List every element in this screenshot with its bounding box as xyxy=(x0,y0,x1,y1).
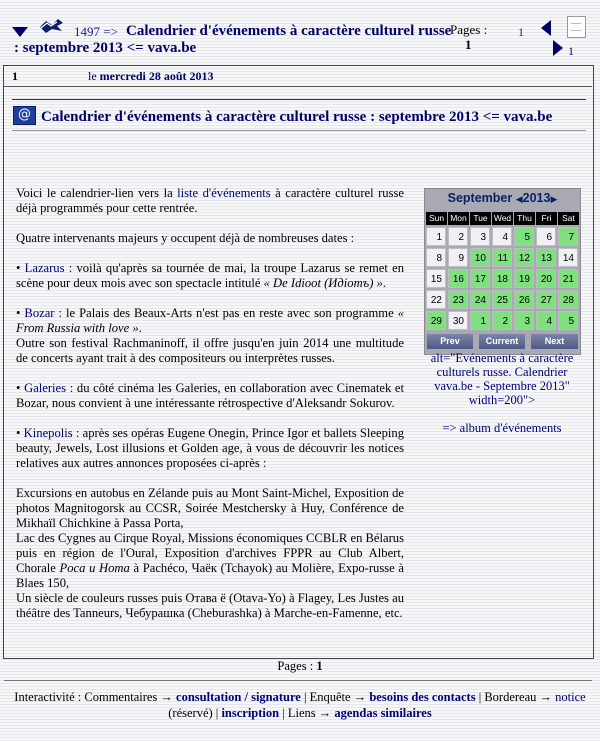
chorale-name: Poca u Homa xyxy=(59,561,130,575)
prev-year-arrow-icon[interactable]: ◀ xyxy=(515,194,523,204)
calendar-day[interactable]: 24 xyxy=(470,290,490,309)
page-header xyxy=(0,0,600,66)
calendar-day[interactable]: 18 xyxy=(492,269,512,288)
galeries-text: : du côté cinéma les Galeries, en collaboration avec Cinematek et Bozar, nous convient à une intéressante rétrospective d'Aleksandr Sokurov. xyxy=(16,381,405,410)
calendar-day[interactable]: 9 xyxy=(448,248,468,267)
calendar-day[interactable]: 1 xyxy=(426,227,446,246)
events-calendar[interactable] xyxy=(424,188,581,355)
calendar-day[interactable]: 21 xyxy=(558,269,578,288)
footer-reserve: (réservé) | xyxy=(168,706,222,720)
previous-arrow-icon[interactable] xyxy=(541,20,551,36)
lazarus-paragraph xyxy=(16,261,404,291)
site-footer xyxy=(0,689,600,721)
footer-bordereau: | Bordereau → xyxy=(475,690,556,704)
lazarus-text: : voilà qu'après sa tournée de mai, la troupe Lazarus se remet en scène pour deux mois avec son spectacle intitulé xyxy=(16,261,404,290)
calendar-day[interactable]: 22 xyxy=(426,290,446,309)
calendar-day[interactable]: 30 xyxy=(448,311,468,330)
pages-link[interactable]: 1 xyxy=(518,25,524,39)
pages-footer-number: 1 xyxy=(316,659,323,673)
article-body xyxy=(16,186,404,621)
pages-footer xyxy=(0,659,600,674)
page-document-icon[interactable] xyxy=(567,16,586,38)
calendar-current-button[interactable]: Current xyxy=(479,334,525,349)
pages-label: Pages : xyxy=(450,22,488,37)
calendar-day[interactable]: 17 xyxy=(470,269,490,288)
calendar-prev-button[interactable]: Prev xyxy=(427,334,473,349)
bullet: • xyxy=(16,261,25,275)
galeries-paragraph xyxy=(16,381,404,411)
events-paragraph-3: Un siècle de couleurs russes puis Отава ё (Otava-Yo) à Flagey, Les Justes au théâtre des Tanneurs, Чебурашка (Cheburashka) à Marche-en-Famenne, etc. xyxy=(16,591,404,620)
calendar-day[interactable]: 26 xyxy=(514,290,534,309)
article-number: 1 xyxy=(12,69,18,83)
calendar-next-button[interactable]: Next xyxy=(531,334,578,349)
calendar-day-name: Mon xyxy=(448,212,469,225)
divider xyxy=(4,86,592,87)
calendar-day[interactable]: 25 xyxy=(492,290,512,309)
calendar-caption: alt="Evénements à caractère culturels russe. Calendrier vava.be - Septembre 2013" width=200"> xyxy=(430,351,574,407)
calendar-day[interactable]: 16 xyxy=(448,269,468,288)
calendar-day[interactable]: 3 xyxy=(470,227,490,246)
email-at-icon[interactable]: @ xyxy=(13,106,36,125)
lazarus-link[interactable]: Lazarus xyxy=(24,261,65,275)
bozar-end: . xyxy=(138,321,142,335)
page-title-line2: : septembre 2013 <= vava.be xyxy=(14,40,197,56)
calendar-day-name: Fri xyxy=(536,212,557,225)
divider xyxy=(4,680,592,681)
consultation-link[interactable]: consultation xyxy=(176,690,242,704)
calendar-day[interactable]: 11 xyxy=(492,248,512,267)
date-prefix: le xyxy=(88,69,97,83)
article-counter-link[interactable]: 1497 => xyxy=(74,24,118,39)
page-title-line1: Calendrier d'événements à caractère culturel russe xyxy=(126,23,452,39)
bozar-paragraph-2: Outre son festival Rachmaninoff, il offre jusqu'en juin 2014 une multitude de concerts ayant trait à des compositeurs ou interprètes russes. xyxy=(16,336,404,365)
calendar-day[interactable]: 13 xyxy=(536,248,556,267)
calendar-year: 2013 xyxy=(522,191,551,205)
events-text: Lac des Cygnes au Cirque Royal, Missions économiques CCBLR en Bélarus puis en région de l'Oural, Exposition d'archives FPPR au Club Albert, Chorale xyxy=(16,531,404,575)
calendar-day[interactable]: 7 xyxy=(558,227,578,246)
calendar-day[interactable]: 19 xyxy=(514,269,534,288)
bozar-link[interactable]: Bozar xyxy=(24,306,55,320)
besoins-contacts-link[interactable]: besoins des contacts xyxy=(369,690,476,704)
calendar-day[interactable]: 27 xyxy=(536,290,556,309)
galeries-link[interactable]: Galeries xyxy=(24,381,67,395)
footer-slash: / xyxy=(241,690,252,704)
calendar-day[interactable]: 5 xyxy=(514,227,534,246)
kinepolis-paragraph xyxy=(16,426,404,471)
article-heading: Calendrier d'événements à caractère culturel russe : septembre 2013 <= vava.be xyxy=(41,109,553,125)
kinepolis-link[interactable]: Kinepolis xyxy=(23,426,73,440)
events-paragraph-2 xyxy=(16,531,404,591)
calendar-day[interactable]: 29 xyxy=(426,311,446,330)
pages-number: 1 xyxy=(465,37,472,52)
intro-text-end: à caractère culturel russe déjà programmés pour cette rentrée. xyxy=(16,186,404,215)
bullet: • xyxy=(16,426,24,440)
calendar-day[interactable]: 15 xyxy=(426,269,446,288)
next-arrow-icon[interactable] xyxy=(553,40,563,56)
inscription-link[interactable]: inscription xyxy=(221,706,280,720)
calendar-day[interactable]: 6 xyxy=(536,227,556,246)
calendar-day[interactable]: 1 xyxy=(470,311,490,330)
calendar-day[interactable]: 4 xyxy=(492,227,512,246)
album-link[interactable]: => album d'événements xyxy=(442,421,562,435)
footer-liens: | Liens → xyxy=(279,706,335,720)
next-year-arrow-icon[interactable]: ▶ xyxy=(550,194,558,204)
agendas-similaires-link[interactable]: agendas similaires xyxy=(334,706,432,720)
divider xyxy=(12,99,586,100)
calendar-day-name: Sat xyxy=(558,212,579,225)
calendar-day[interactable]: 4 xyxy=(536,311,556,330)
intro-paragraph xyxy=(16,186,404,216)
calendar-day[interactable]: 12 xyxy=(514,248,534,267)
calendar-day[interactable]: 2 xyxy=(448,227,468,246)
calendar-day[interactable]: 14 xyxy=(558,248,578,267)
calendar-day[interactable]: 2 xyxy=(492,311,512,330)
calendar-day[interactable]: 23 xyxy=(448,290,468,309)
events-list-link[interactable]: liste d'événements xyxy=(177,186,271,200)
footer-enquete: | Enquête → xyxy=(300,690,370,704)
intervenants-paragraph: Quatre intervenants majeurs y occupent déjà de nombreuses dates : xyxy=(16,231,355,245)
footer-interactivite: Interactivité : Commentaires → xyxy=(14,690,177,704)
lazarus-end: . xyxy=(382,276,387,290)
calendar-day-name: Wed xyxy=(493,213,512,223)
bozar-text: : le Palais des Beaux-Arts n'est pas en reste avec son programme xyxy=(54,306,398,320)
next-page-number[interactable]: 1 xyxy=(568,44,574,58)
events-text-end: à Pachéco, Чаёк (Tchayok) au Molière, Expo-russe à Blaes 150, xyxy=(16,561,404,590)
divider xyxy=(12,130,586,131)
kinepolis-text: : après ses opéras Eugene Onegin, Prince Igor et ballets Sleeping beauty, Jewels, Lost illusions et Golden age, à vous de découvrir les notices relatives aux autres annonces proposées ci-après : xyxy=(16,426,404,470)
vava-logo-icon[interactable] xyxy=(38,17,64,35)
bozar-paragraph xyxy=(16,306,404,336)
bozar-program-title: « From Russia with love » xyxy=(16,306,404,335)
calendar-day[interactable]: 28 xyxy=(558,290,578,309)
calendar-day-name: Tue xyxy=(470,212,491,225)
pages-footer-label: Pages : xyxy=(277,659,317,673)
date-value: mercredi 28 août 2013 xyxy=(99,69,214,83)
signature-link[interactable]: signature xyxy=(251,690,301,704)
intro-text: Voici le calendrier-lien vers la xyxy=(16,186,178,200)
notice-link[interactable]: notice xyxy=(555,690,586,704)
calendar-header xyxy=(425,191,580,210)
bullet: • xyxy=(16,381,25,395)
lazarus-show-title: « De Idioot (Идіотъ) » xyxy=(263,276,383,290)
calendar-month: September xyxy=(447,191,513,205)
calendar-day[interactable]: 20 xyxy=(536,269,556,288)
calendar-day[interactable]: 10 xyxy=(470,248,490,267)
bullet: • xyxy=(16,306,25,320)
calendar-day[interactable]: 3 xyxy=(514,311,534,330)
calendar-day-name: Sun xyxy=(426,212,447,225)
article-date xyxy=(88,69,214,84)
events-paragraph-1: Excursions en autobus en Zélande puis au Mont Saint-Michel, Exposition de photos Magnitogorsk au CCSR, Soirée Mestchersky à Huy, Conférence de Mikhaïl Chichkine à Passa Porta, xyxy=(16,486,404,530)
calendar-day[interactable]: 8 xyxy=(426,248,446,267)
calendar-day[interactable]: 5 xyxy=(558,311,578,330)
menu-down-arrow-icon[interactable] xyxy=(12,27,28,37)
calendar-day-name: Thu xyxy=(514,212,535,225)
